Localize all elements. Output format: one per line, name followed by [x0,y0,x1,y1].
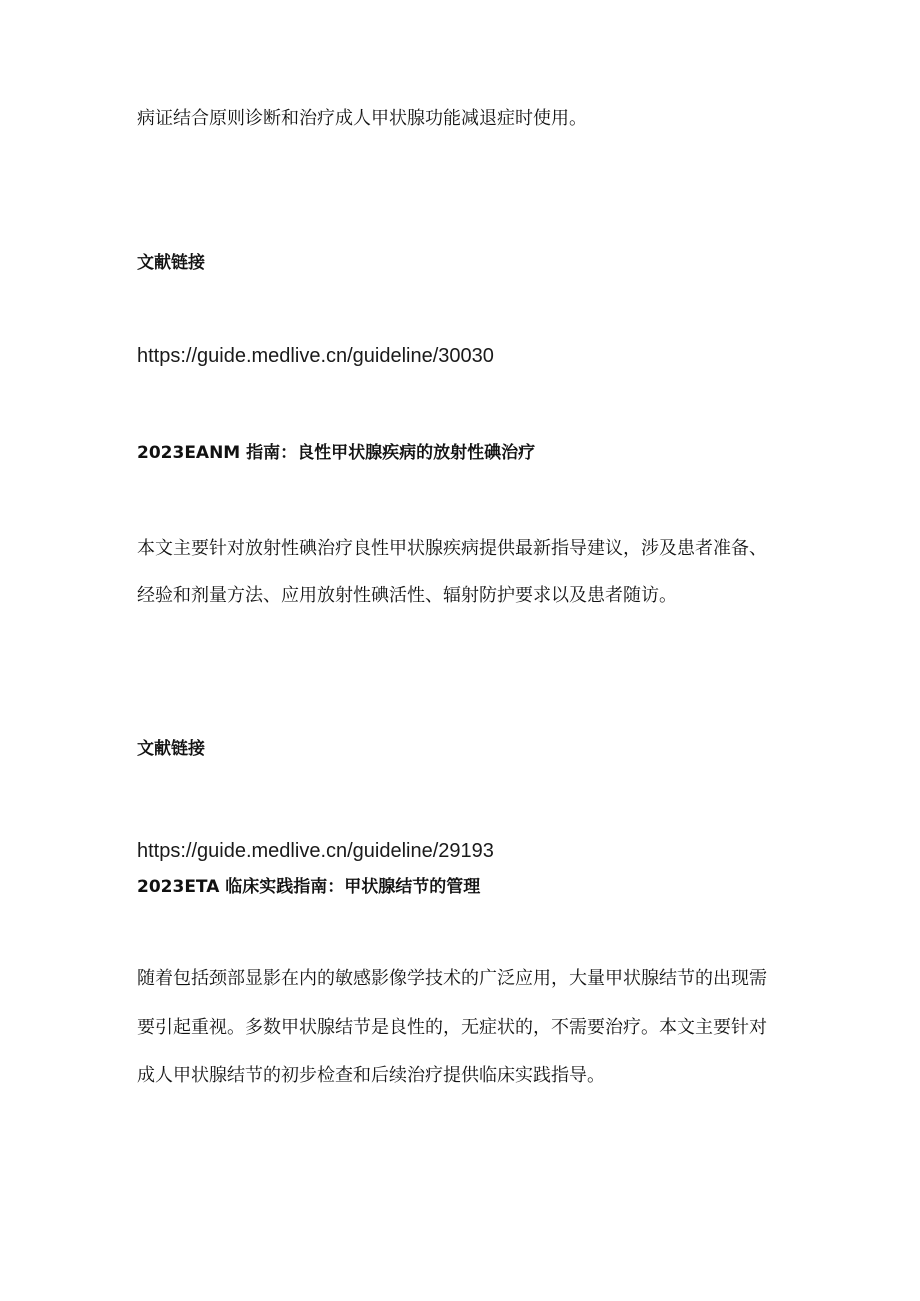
literature-link-heading: 文献链接 [137,253,205,273]
guideline-summary-line-2: 要引起重视。多数甲状腺结节是良性的，无症状的，不需要治疗。本文主要针对 [137,1017,767,1038]
guideline-summary-line-1: 随着包括颈部显影在内的敏感影像学技术的广泛应用，大量甲状腺结节的出现需 [137,968,767,989]
guideline-title-eanm: 2023EANM 指南：良性甲状腺疾病的放射性碘治疗 [137,443,536,463]
guideline-summary-line-1: 本文主要针对放射性碘治疗良性甲状腺疾病提供最新指导建议，涉及患者准备、 [137,538,767,559]
guideline-summary-line-2: 经验和剂量方法、应用放射性碘活性、辐射防护要求以及患者随访。 [137,585,677,606]
guideline-link-29193[interactable]: https://guide.medlive.cn/guideline/29193 [137,840,494,862]
guideline-link-30030[interactable]: https://guide.medlive.cn/guideline/30030 [137,345,494,367]
guideline-summary-line-3: 成人甲状腺结节的初步检查和后续治疗提供临床实践指导。 [137,1065,605,1086]
literature-link-heading: 文献链接 [137,739,205,759]
intro-text-line: 病证结合原则诊断和治疗成人甲状腺功能减退症时使用。 [137,108,587,129]
guideline-title-eta: 2023ETA 临床实践指南：甲状腺结节的管理 [137,877,481,897]
